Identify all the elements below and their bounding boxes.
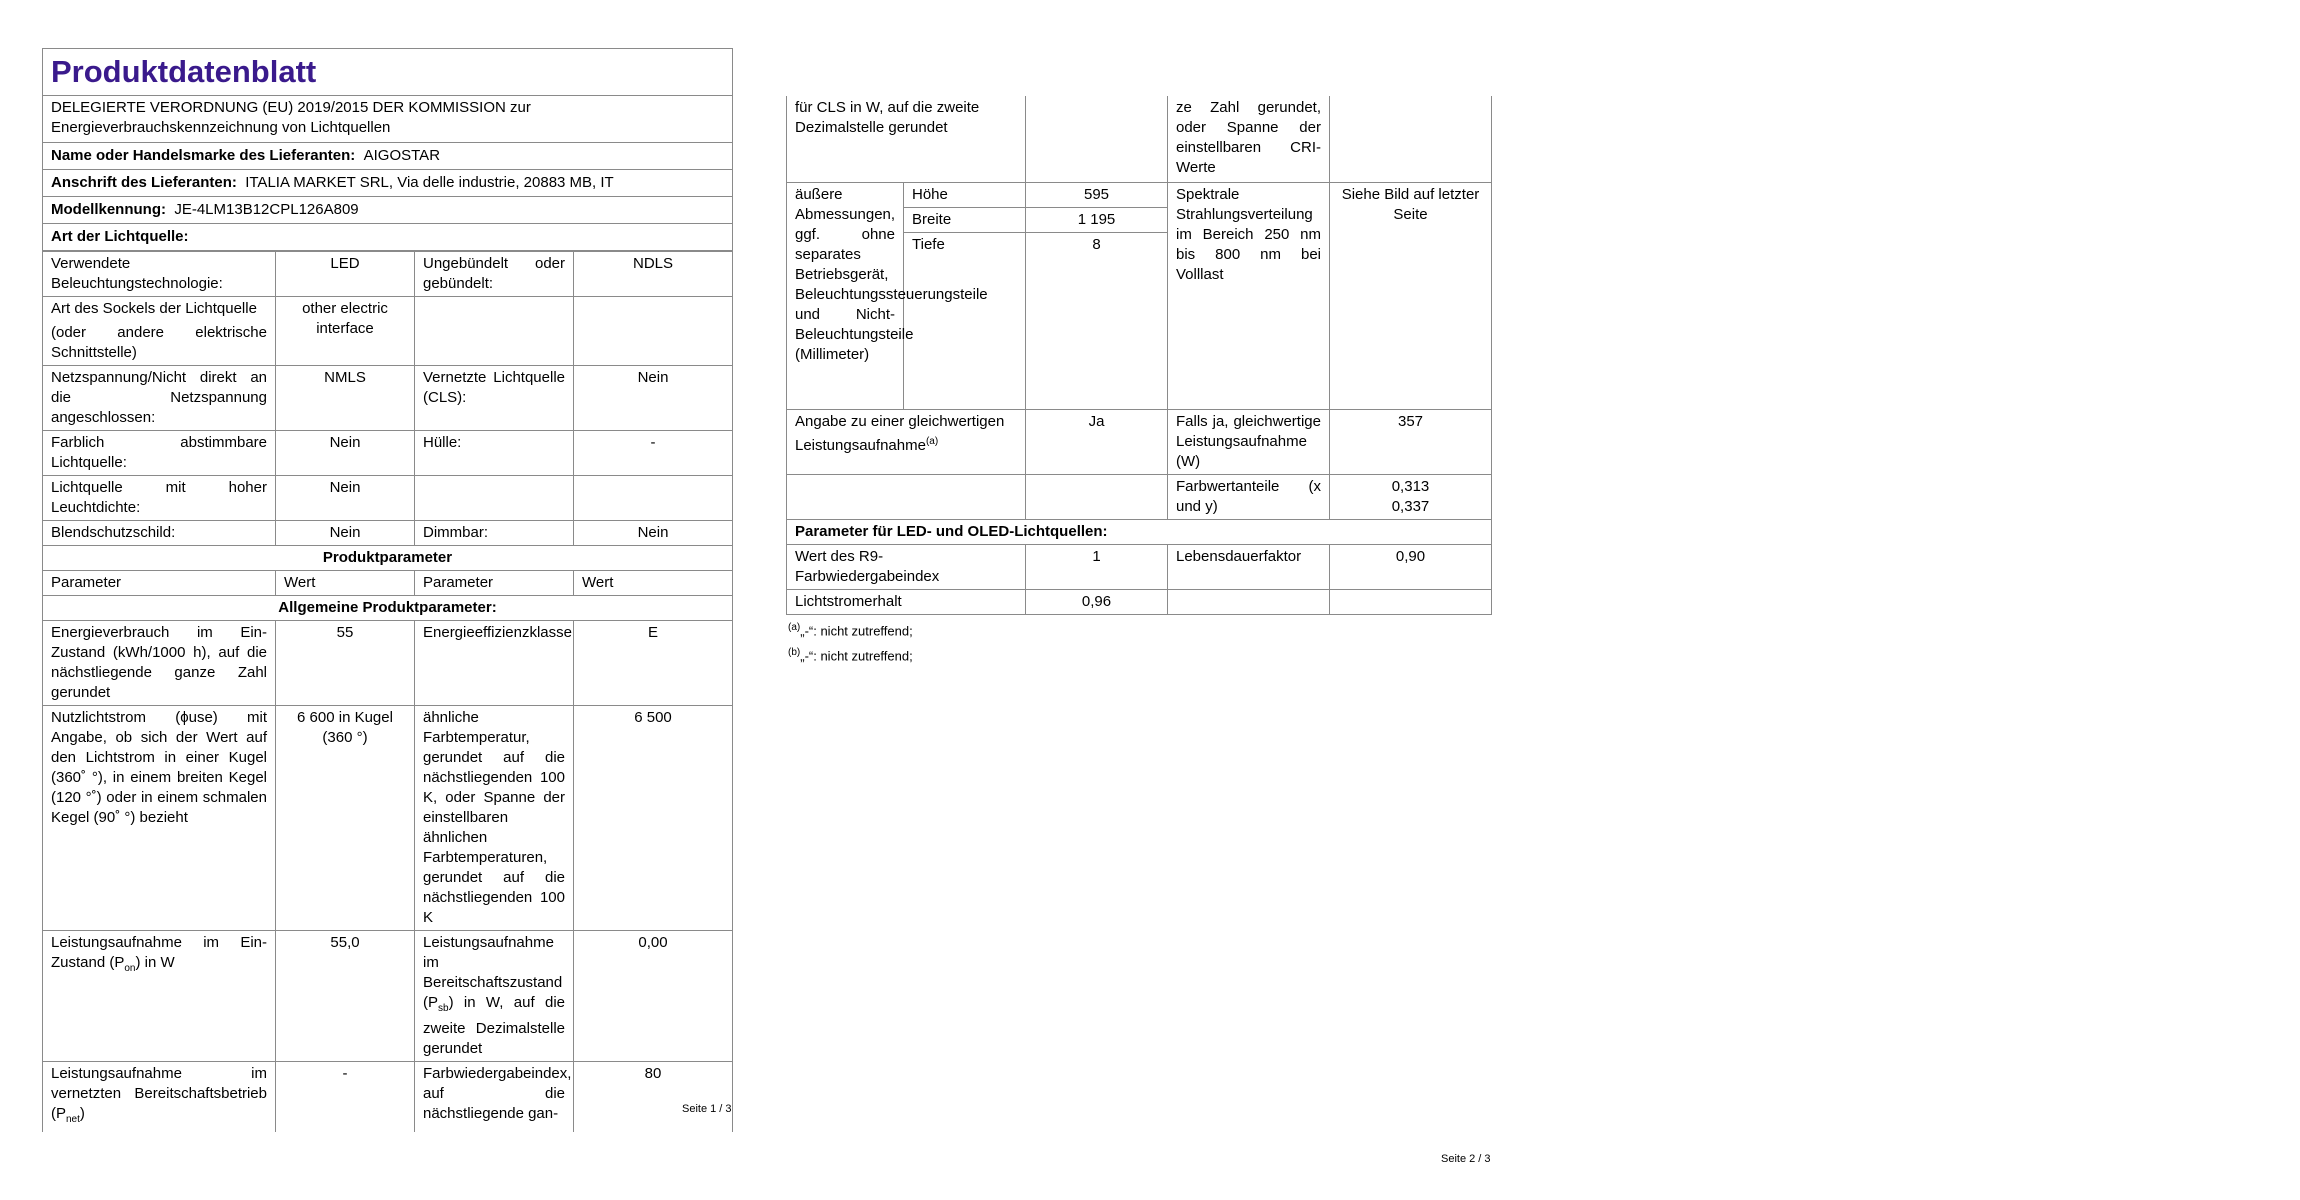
regulation-text: DELEGIERTE VERORDNUNG (EU) 2019/2015 DER KOMMISSION zur Energieverbrauchskennzeichnung von Lichtquellen [43, 96, 733, 143]
dimension-name: Breite [904, 208, 1026, 233]
footnote-text: „-“: nicht zutreffend; [800, 648, 913, 664]
param-value: 0,00 [574, 931, 733, 1062]
column-header-row [43, 571, 733, 596]
socket-label: Art des Sockels der Lichtquelle [51, 300, 257, 317]
table-row [787, 475, 1492, 520]
param-label: Dimmbar: [415, 521, 574, 546]
footnote [788, 642, 1491, 667]
supplier-name-value: AIGOSTAR [363, 147, 441, 164]
param-value: Nein [574, 521, 733, 546]
param-value [1026, 475, 1168, 520]
param-value: 6 600 in Kugel (360 °) [276, 706, 415, 931]
column-header: Parameter [43, 571, 276, 596]
param-value: 357 [1330, 410, 1492, 475]
param-value: LED [276, 252, 415, 297]
param-label: Lichtstromerhalt [787, 590, 1026, 615]
param-label: ze Zahl gerundet, oder Spanne der einstellbaren CRI-Werte [1168, 96, 1330, 183]
dimension-name: Tiefe [904, 233, 1026, 410]
param-label: Netzspannung/Nicht direkt an die Netzspannung angeschlossen: [43, 366, 276, 431]
param-label: Blendschutzschild: [43, 521, 276, 546]
table-row [787, 410, 1492, 475]
footnote-mark: (b) [788, 647, 801, 659]
footnote-mark: (a) [788, 622, 801, 633]
param-label [415, 297, 574, 366]
product-params-header: Produktparameter [43, 546, 733, 571]
param-value [1330, 590, 1492, 615]
param-value: 1 [1026, 545, 1168, 590]
light-type-header: Art der Lichtquelle: [43, 224, 733, 251]
param-value: NDLS [574, 252, 733, 297]
datasheet-page-2 [786, 96, 1491, 668]
param-value: 55,0 [276, 931, 415, 1062]
table-row [787, 590, 1492, 615]
page-number: Seite 1 / 3 [682, 1103, 732, 1115]
param-label: Farblich abstimmbare Lichtquelle: [43, 431, 276, 476]
table-row [787, 183, 1492, 208]
footnotes [786, 617, 1491, 668]
table-row [43, 431, 733, 476]
param-value: E [574, 621, 733, 706]
param-value [574, 297, 733, 366]
param-label: Wert des R9-Farbwiedergabeindex [787, 545, 1026, 590]
spec-table-page-1 [42, 251, 733, 1132]
spec-table-page-2 [786, 96, 1492, 615]
page-title: Produktdatenblatt [43, 49, 733, 96]
param-value [1330, 96, 1492, 183]
model-label: Modellkennung: [51, 201, 166, 218]
header-table [42, 48, 733, 251]
param-value: - [574, 431, 733, 476]
dimension-value: 595 [1026, 183, 1168, 208]
param-value: 0,96 [1026, 590, 1168, 615]
label-part: Leistungsaufnahme im vernetzten Bereitschaftsbetrieb (P [51, 1065, 267, 1122]
param-label: Nutzlichtstrom (ϕuse) mit Angabe, ob sich der Wert auf den Lichtstrom in einer Kugel (360˚ °), in einem breiten Kegel (120 °˚) oder in einem schmalen Kegel (90˚ °) bezieht [43, 706, 276, 931]
table-row [43, 931, 733, 1062]
param-label: Hülle: [415, 431, 574, 476]
footnote [788, 617, 1491, 642]
param-value [1330, 475, 1492, 520]
dimension-value: 8 [1026, 233, 1168, 410]
supplier-address-value: ITALIA MARKET SRL, Via delle industrie, 20883 MB, IT [245, 174, 614, 191]
param-value: Nein [276, 521, 415, 546]
param-label: Verwendete Beleuchtungstechnologie: [43, 252, 276, 297]
led-params-header: Parameter für LED- und OLED-Lichtquellen: [787, 520, 1492, 545]
param-label: Lebensdauerfaktor [1168, 545, 1330, 590]
param-value: Nein [276, 431, 415, 476]
footnote-text: „-“: nicht zutreffend; [800, 623, 913, 639]
supplier-address-row [43, 170, 733, 197]
dimension-name: Höhe [904, 183, 1026, 208]
table-row [787, 545, 1492, 590]
param-value: - [276, 1062, 415, 1133]
param-label [43, 931, 276, 1062]
param-value: NMLS [276, 366, 415, 431]
param-label: Falls ja, gleichwertige Leistungsaufnahme (W) [1168, 410, 1330, 475]
dimension-value: 1 195 [1026, 208, 1168, 233]
supplier-address-label: Anschrift des Lieferanten: [51, 174, 237, 191]
table-row [43, 366, 733, 431]
dimensions-label: äußere Abmessungen, ggf. ohne separates Betriebsgerät, Beleuchtungssteuerungsteile und Nicht-Beleuchtungsteile (Millimeter) [787, 183, 904, 410]
param-value [1026, 96, 1168, 183]
param-label [787, 475, 1026, 520]
label-part: ) in W, auf die zweite Dezimalstelle gerundet [423, 994, 565, 1057]
column-header: Wert [574, 571, 733, 596]
param-value: 55 [276, 621, 415, 706]
label-part: Angabe zu einer gleichwertigen Leistungsaufnahme [795, 413, 1005, 454]
param-label: Farbwiedergabeindex, auf die nächstliegende gan- [415, 1062, 574, 1133]
label-subscript: net [66, 1114, 80, 1125]
section-header-row [43, 596, 733, 621]
param-label [43, 297, 276, 366]
table-row [43, 1062, 733, 1133]
param-label: Lichtquelle mit hoher Leuchtdichte: [43, 476, 276, 521]
column-header: Parameter [415, 571, 574, 596]
label-part: ) [79, 1105, 85, 1122]
param-value: Ja [1026, 410, 1168, 475]
param-value: 80 [574, 1062, 733, 1133]
table-row [43, 252, 733, 297]
supplier-name-label: Name oder Handelsmarke des Lieferanten: [51, 147, 356, 164]
table-row [43, 521, 733, 546]
label-part: Leistungsaufnahme im Bereitschaftszustand (P [423, 934, 563, 1011]
param-label: Spektrale Strahlungsverteilung im Bereich 250 nm bis 800 nm bei Volllast [1168, 183, 1330, 410]
param-value: other electric interface [276, 297, 415, 366]
table-row [43, 706, 733, 931]
model-value: JE-4LM13B12CPL126A809 [174, 201, 359, 218]
label-part: ) in W [135, 954, 175, 971]
table-row [43, 476, 733, 521]
label-superscript: (a) [925, 436, 939, 447]
param-label [787, 410, 1026, 475]
model-row [43, 197, 733, 224]
label-part: Leistungsaufnahme im Ein-Zustand (P [51, 934, 267, 971]
param-value: 0,90 [1330, 545, 1492, 590]
section-header-row [43, 546, 733, 571]
table-row [787, 96, 1492, 183]
param-value: Nein [276, 476, 415, 521]
param-value: Nein [574, 366, 733, 431]
param-label: für CLS in W, auf die zweite Dezimalstelle gerundet [787, 96, 1026, 183]
param-label: Ungebündelt oder gebündelt: [415, 252, 574, 297]
general-params-header: Allgemeine Produktparameter: [43, 596, 733, 621]
param-label: ähnliche Farbtemperatur, gerundet auf die nächstliegenden 100 K, oder Spanne der einstellbaren ähnlichen Farbtemperaturen, gerundet auf die nächstliegenden 100 K [415, 706, 574, 931]
page-number: Seite 2 / 3 [1441, 1153, 1491, 1165]
param-value [574, 476, 733, 521]
table-row [43, 297, 733, 366]
label-subscript: sb [438, 1003, 449, 1014]
param-label: Energieverbrauch im Ein-Zustand (kWh/1000 h), auf die nächstliegende ganze Zahl gerundet [43, 621, 276, 706]
param-label: Energieeffizienzklasse [415, 621, 574, 706]
datasheet-page-1 [42, 48, 732, 1132]
param-label: Farbwertanteile (x und y) [1168, 475, 1330, 520]
column-header: Wert [276, 571, 415, 596]
param-value: 6 500 [574, 706, 733, 931]
table-row [43, 621, 733, 706]
param-label [43, 1062, 276, 1133]
chromaticity-x: 0,313 [1391, 478, 1430, 495]
socket-label-note: (oder andere elektrische Schnittstelle) [51, 324, 267, 361]
param-value: Siehe Bild auf letzter Seite [1330, 183, 1492, 410]
param-label: Vernetzte Lichtquelle (CLS): [415, 366, 574, 431]
param-label [415, 476, 574, 521]
supplier-name-row [43, 143, 733, 170]
chromaticity-y: 0,337 [1391, 498, 1430, 515]
section-header-row [787, 520, 1492, 545]
label-subscript: on [124, 963, 136, 974]
param-label [415, 931, 574, 1062]
param-label [1168, 590, 1330, 615]
